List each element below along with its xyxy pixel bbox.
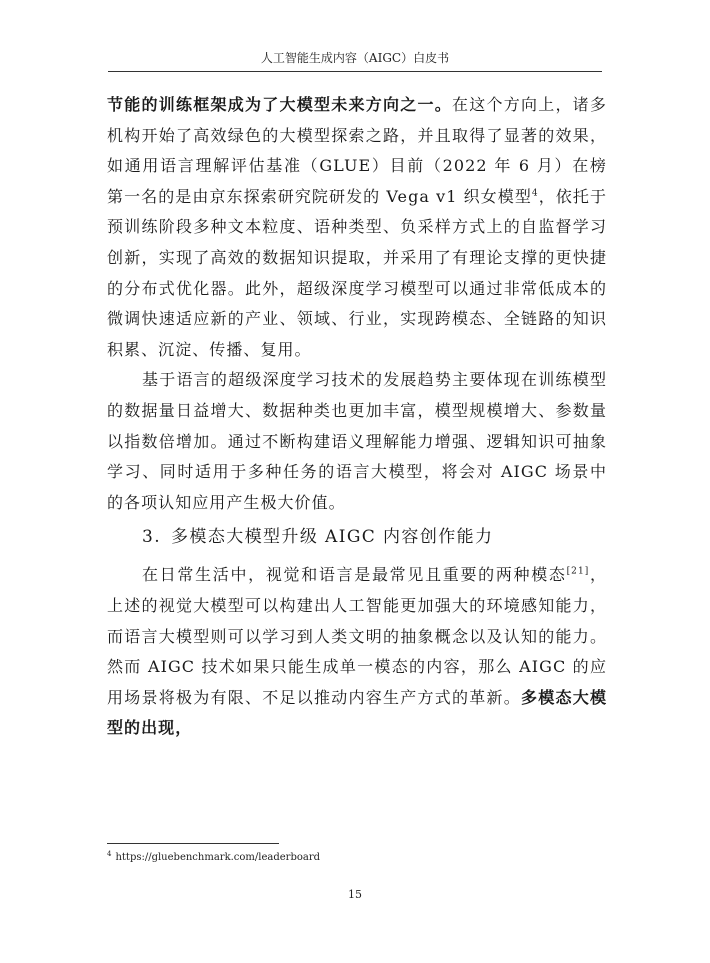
citation-reference: [21] — [566, 566, 590, 577]
footnote — [107, 851, 320, 865]
paragraph-2: 基于语言的超级深度学习技术的发展趋势主要体现在训练模型的数据量日益增大、数据种类也更加丰富，模型规模增大、参数量以指数倍增加。通过不断构建语义理解能力增强、逻辑知识可抽象学习、同时适用于多种任务的语言大模型，将会对 AIGC 场景中的各项认知应用产生极大价值。 — [107, 370, 607, 512]
paragraph-3-text-a: 在日常生活中，视觉和语言是最常见且重要的两种模态 — [142, 565, 567, 585]
paragraph-3 — [107, 560, 607, 744]
footnote-reference: 4 — [531, 188, 539, 199]
footnote-url: https://gluebenchmark.com/leaderboard — [115, 852, 321, 863]
paragraph-1 — [107, 90, 607, 365]
page-number: 15 — [348, 888, 362, 901]
bold-tail: 多模态大模型的出现， — [107, 687, 607, 738]
section-number: 3. — [142, 527, 162, 548]
section-title: 多模态大模型升级 AIGC 内容创作能力 — [171, 527, 494, 548]
running-header: 人工智能生成内容（AIGC）白皮书 — [260, 51, 450, 65]
bold-lead: 节能的训练框架成为了大模型未来方向之一。 — [107, 95, 452, 114]
header-rule — [108, 71, 602, 72]
body-text — [107, 90, 607, 744]
paragraph-1-text-b: ，依托于预训练阶段多种文本粒度、语种类型、负采样方式上的自监督学习创新，实现了高效的数据知识提取，并采用了有理论支撑的更快捷的分布式优化器。此外，超级深度学习模型可以通过非常低成本的微调快速适应新的产业、领域、行业，实现跨模态、全链路的知识积累、沉淀、传播、复用。 — [107, 186, 607, 359]
footnote-rule — [107, 843, 279, 844]
footnote-marker: 4 — [107, 849, 112, 858]
section-heading — [107, 520, 607, 554]
paragraph-1-text-a: 在这个方向上，诸多机构开始了高效绿色的大模型探索之路，并且取得了显著的效果，如通用语言理解评估基准（GLUE）目前（2022 年 6 月）在榜第一名的是由京东探索研究院研发的 Vega v1 织女模型 — [107, 95, 607, 206]
paragraph-3-text-b: ，上述的视觉大模型可以构建出人工智能更加强大的环境感知能力，而语言大模型则可以学习到人类文明的抽象概念以及认知的能力。然而 AIGC 技术如果只能生成单一模态的内容，那么 AIGC 的应用场景将极为有限、不足以推动内容生产方式的革新。 — [107, 565, 607, 707]
